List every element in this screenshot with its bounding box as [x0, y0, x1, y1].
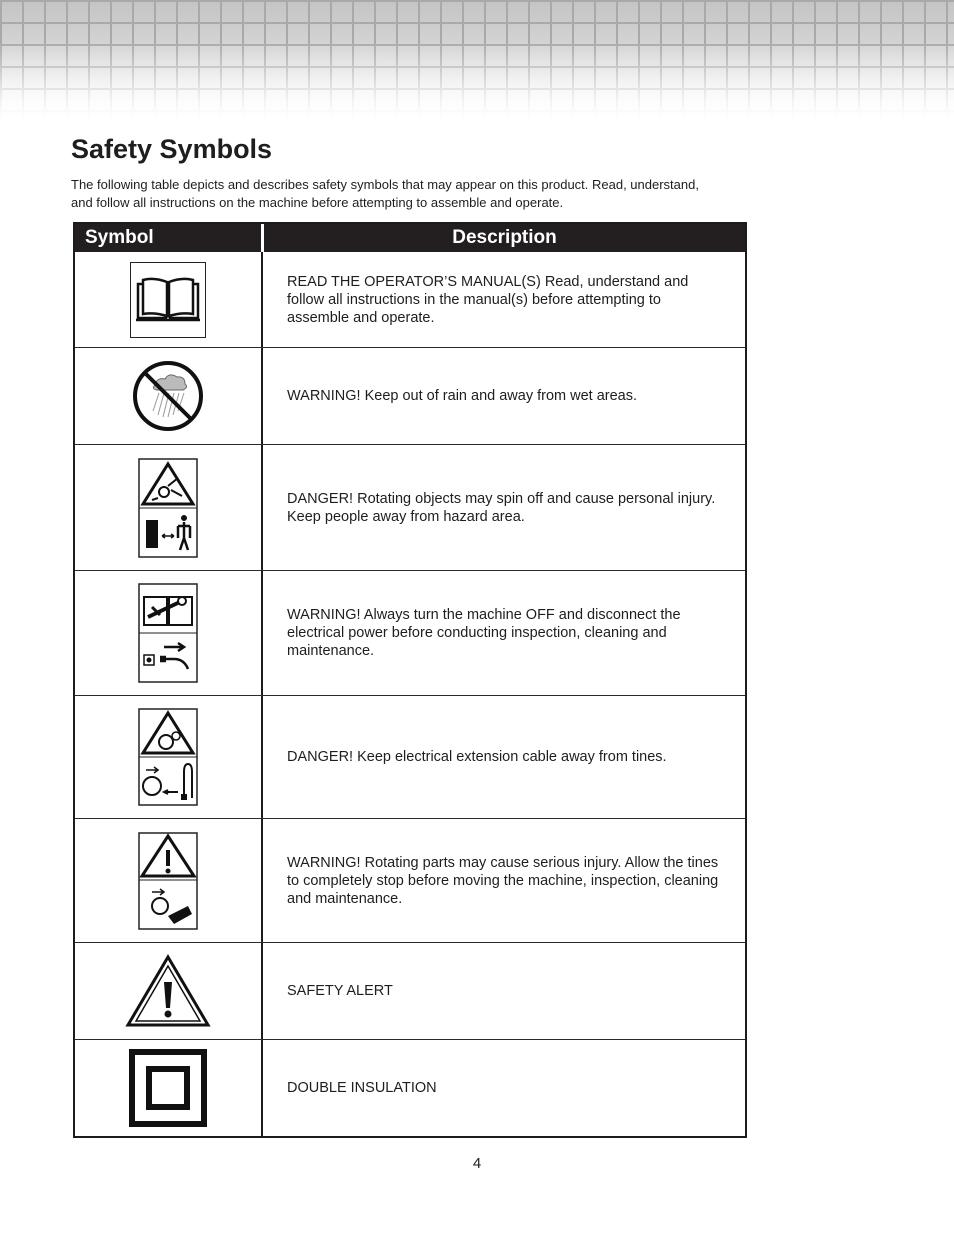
- header-grid-band: [0, 0, 954, 118]
- description-cell: [287, 1040, 727, 1136]
- table-row: [75, 943, 745, 1040]
- extension-cable-tines-icon: [138, 708, 198, 806]
- intro-paragraph: The following table depicts and describes safety symbols that may appear on this product. Read, understand, and follow all instructions on the machine before attempting to assemble and operate.: [71, 177, 699, 210]
- description-cell: [287, 252, 727, 347]
- description-text: READ THE OPERATOR’S MANUAL(S) Read, understand and follow all instructions in the manual(s) before attempting to assemble and operate.: [287, 273, 689, 326]
- safety-alert-triangle-icon: [125, 954, 211, 1028]
- symbol-cell: [75, 348, 261, 444]
- table-row: [75, 571, 745, 696]
- operators-manual-book-icon: [130, 262, 206, 338]
- symbol-cell: [75, 445, 261, 570]
- table-row: [75, 445, 745, 571]
- table-row: [75, 252, 745, 348]
- symbol-cell: [75, 943, 261, 1039]
- symbol-cell: [75, 819, 261, 942]
- table-row: [75, 348, 745, 445]
- rotating-objects-bystander-icon: [138, 458, 198, 558]
- table-row: [75, 819, 745, 943]
- description-text: DANGER! Keep electrical extension cable away from tines.: [287, 749, 667, 765]
- page-number: 4: [472, 1155, 482, 1172]
- description-text: DANGER! Rotating objects may spin off and cause personal injury. Keep people away from hazard area.: [287, 490, 716, 525]
- description-text: SAFETY ALERT: [287, 983, 393, 999]
- description-cell: [287, 571, 727, 695]
- description-column-header: Description: [452, 227, 557, 248]
- description-cell: [287, 819, 727, 942]
- description-text: DOUBLE INSULATION: [287, 1080, 437, 1096]
- rotating-parts-hand-icon: [138, 832, 198, 930]
- table-row: [75, 696, 745, 819]
- description-cell: [287, 943, 727, 1039]
- symbol-cell: [75, 1040, 261, 1136]
- description-text: WARNING! Always turn the machine OFF and disconnect the electrical power before conducting inspection, cleaning and maintenance.: [287, 607, 681, 659]
- description-text: WARNING! Keep out of rain and away from wet areas.: [287, 388, 638, 404]
- table-header: [75, 222, 745, 252]
- no-rain-icon: [131, 359, 205, 433]
- description-text: WARNING! Rotating parts may cause serious injury. Allow the tines to completely stop before moving the machine, inspection, cleaning and maintenance.: [287, 854, 719, 907]
- double-insulation-icon: [129, 1049, 207, 1127]
- description-cell: [287, 445, 727, 570]
- table-row: [75, 1040, 745, 1136]
- description-cell: [287, 348, 727, 444]
- symbol-cell: [75, 696, 261, 818]
- description-cell: [287, 696, 727, 818]
- symbol-cell: [75, 252, 261, 347]
- symbol-cell: [75, 571, 261, 695]
- safety-symbols-table: [73, 222, 747, 1138]
- disconnect-power-maintenance-icon: [138, 583, 198, 683]
- page-title: Safety Symbols: [71, 134, 273, 164]
- symbol-column-header: Symbol: [85, 227, 154, 248]
